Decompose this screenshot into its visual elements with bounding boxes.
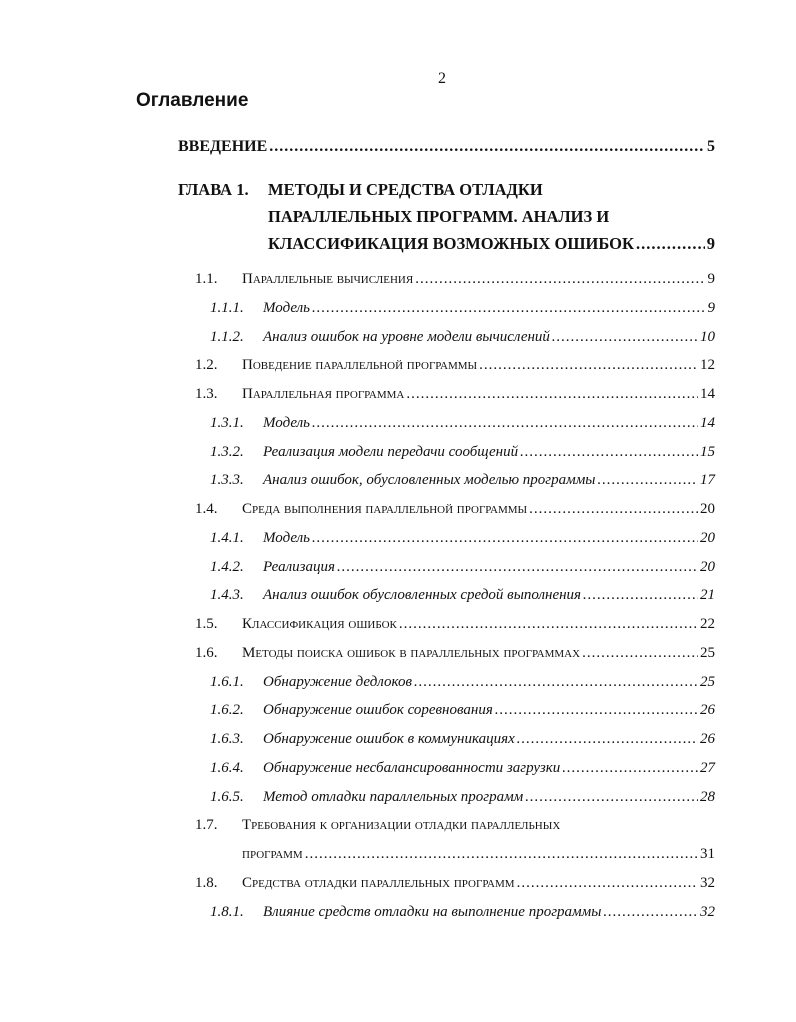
chapter-number: ГЛАВА 1. [178, 180, 249, 199]
toc-entry[interactable] [195, 616, 715, 633]
dot-leader [312, 415, 698, 432]
entry-text: Модель [263, 529, 311, 546]
dot-leader [495, 702, 698, 719]
entry-page: 10 [700, 328, 715, 345]
toc-entry[interactable] [210, 300, 715, 317]
entry-text: Анализ ошибок на уровне модели вычислений [263, 328, 550, 345]
entry-number: 1.8.1. [210, 903, 244, 920]
dot-leader [597, 472, 698, 489]
entry-text: Обнаружение несбалансированности загрузки [263, 759, 561, 776]
toc-entry[interactable] [195, 817, 715, 834]
entry-number: 1.6. [195, 644, 218, 661]
dot-leader [582, 645, 698, 662]
entry-text: Анализ ошибок обусловленных средой выполнения [263, 587, 582, 604]
dot-leader [562, 760, 698, 777]
entry-page: 9 [706, 234, 715, 253]
entry-page: 21 [700, 587, 715, 604]
dot-leader [312, 300, 705, 317]
dot-leader [305, 846, 698, 863]
toc-entry[interactable] [210, 904, 715, 921]
entry-text: Модель [263, 299, 311, 316]
dot-leader [552, 329, 698, 346]
entry-page: 32 [700, 903, 715, 920]
entry-text: Реализация [263, 558, 335, 575]
toc-entry[interactable] [210, 415, 715, 432]
toc-entry-continuation[interactable] [242, 846, 715, 863]
dot-leader [603, 904, 698, 921]
entry-page: 20 [700, 529, 715, 546]
entry-page: 9 [707, 299, 715, 316]
toc-entry[interactable] [210, 329, 715, 346]
dot-leader [583, 587, 698, 604]
entry-number: 1.6.4. [210, 759, 244, 776]
entry-page: 25 [700, 673, 715, 690]
entry-number: 1.5. [195, 616, 218, 632]
entry-number: 1.6.2. [210, 702, 244, 719]
entry-page: 26 [700, 702, 715, 719]
entry-text: Классификация ошибок [242, 616, 397, 632]
entry-page: 14 [700, 386, 715, 402]
entry-text: ВВЕДЕНИЕ [178, 138, 268, 155]
dot-leader [312, 530, 698, 547]
toc-entry[interactable] [210, 587, 715, 604]
entry-number: 1.7. [195, 817, 218, 834]
toc-entry[interactable] [210, 760, 715, 777]
entry-number: 1.4. [195, 501, 218, 517]
entry-number: 1.4.1. [210, 529, 244, 546]
toc-entry[interactable] [210, 444, 715, 461]
entry-number: 1.1. [195, 271, 218, 287]
dot-leader [479, 357, 698, 374]
entry-number: 1.2. [195, 357, 218, 374]
dot-leader [525, 789, 698, 806]
dot-leader [520, 444, 698, 461]
entry-number: 1.6.1. [210, 673, 244, 690]
entry-page: 27 [700, 759, 715, 776]
entry-page: 14 [700, 414, 715, 431]
dot-leader [269, 138, 705, 156]
chapter-heading-line-2[interactable] [268, 207, 609, 227]
dot-leader [517, 875, 698, 892]
dot-leader [399, 616, 698, 633]
entry-page: 5 [707, 138, 715, 155]
entry-page: 31 [700, 846, 715, 862]
entry-page: 25 [700, 644, 715, 661]
entry-text: Модель [263, 414, 311, 431]
toc-entry[interactable] [210, 702, 715, 719]
entry-number: 1.3.2. [210, 443, 244, 460]
page-number: 2 [438, 70, 446, 87]
dot-leader [414, 674, 698, 691]
entry-text: Обнаружение дедлоков [263, 673, 412, 690]
toc-entry[interactable] [195, 645, 715, 662]
toc-entry[interactable] [195, 386, 715, 403]
entry-number: 1.3.3. [210, 472, 244, 489]
entry-number: 1.6.5. [210, 788, 244, 805]
entry-page: 20 [700, 558, 715, 575]
entry-text: Обнаружение ошибок в коммуникациях [263, 731, 515, 747]
dot-leader [337, 559, 698, 576]
entry-text: Анализ ошибок, обусловленных моделью программы [263, 472, 596, 489]
dot-leader [406, 386, 698, 403]
toc-entry[interactable] [210, 731, 715, 748]
toc-entry[interactable] [195, 357, 715, 374]
entry-number: 1.1.1. [210, 299, 244, 316]
entry-number: 1.4.2. [210, 558, 244, 575]
entry-text: Требования к организации отладки параллельных [242, 817, 561, 834]
entry-number: 1.8. [195, 874, 218, 891]
entry-number: 1.6.3. [210, 731, 244, 747]
dot-leader [529, 501, 698, 518]
chapter-heading-line-1[interactable] [178, 180, 543, 200]
toc-entry[interactable] [210, 559, 715, 576]
toc-title: Оглавление [136, 90, 249, 111]
entry-page: 32 [700, 874, 715, 891]
entry-number: 1.1.2. [210, 328, 244, 345]
toc-entry[interactable] [210, 674, 715, 691]
entry-text: Параллельная программа [242, 386, 405, 402]
toc-entry[interactable] [210, 530, 715, 547]
toc-entry-intro[interactable] [178, 138, 715, 156]
entry-text: Обнаружение ошибок соревнования [263, 702, 493, 719]
entry-page: 20 [700, 501, 715, 517]
chapter-title-line: ПАРАЛЛЕЛЬНЫХ ПРОГРАММ. АНАЛИЗ И [268, 207, 610, 226]
dot-leader [415, 271, 705, 288]
chapter-heading-line-3[interactable] [268, 234, 715, 254]
entry-text: Параллельные вычисления [242, 271, 414, 287]
toc-entry[interactable] [195, 271, 715, 288]
entry-page: 26 [700, 731, 715, 747]
toc-entry[interactable] [195, 875, 715, 892]
toc-entry[interactable] [210, 789, 715, 806]
entry-text: Влияние средств отладки на выполнение программы [263, 903, 602, 920]
toc-entry[interactable] [210, 472, 715, 489]
toc-entry[interactable] [195, 501, 715, 518]
entry-page: 22 [700, 616, 715, 632]
entry-text: программ [242, 846, 303, 862]
dot-leader [517, 731, 698, 748]
entry-page: 9 [707, 271, 715, 287]
entry-text: Методы поиска ошибок в параллельных программах [242, 644, 581, 661]
entry-number: 1.4.3. [210, 587, 244, 604]
dot-leader [636, 234, 705, 254]
entry-text: Среда выполнения параллельной программы [242, 501, 528, 517]
entry-page: 17 [700, 472, 715, 489]
entry-page: 12 [700, 357, 715, 374]
entry-text: Метод отладки параллельных программ [263, 788, 524, 805]
entry-page: 28 [700, 788, 715, 805]
chapter-title-line: КЛАССИФИКАЦИЯ ВОЗМОЖНЫХ ОШИБОК [268, 234, 634, 253]
entry-page: 15 [700, 443, 715, 460]
entry-text: Реализация модели передачи сообщений [263, 443, 519, 460]
entry-number: 1.3.1. [210, 414, 244, 431]
entry-text: Средства отладки параллельных программ [242, 874, 515, 891]
chapter-title-line: МЕТОДЫ И СРЕДСТВА ОТЛАДКИ [268, 180, 543, 199]
entry-number: 1.3. [195, 386, 218, 402]
entry-text: Поведение параллельной программы [242, 357, 478, 374]
